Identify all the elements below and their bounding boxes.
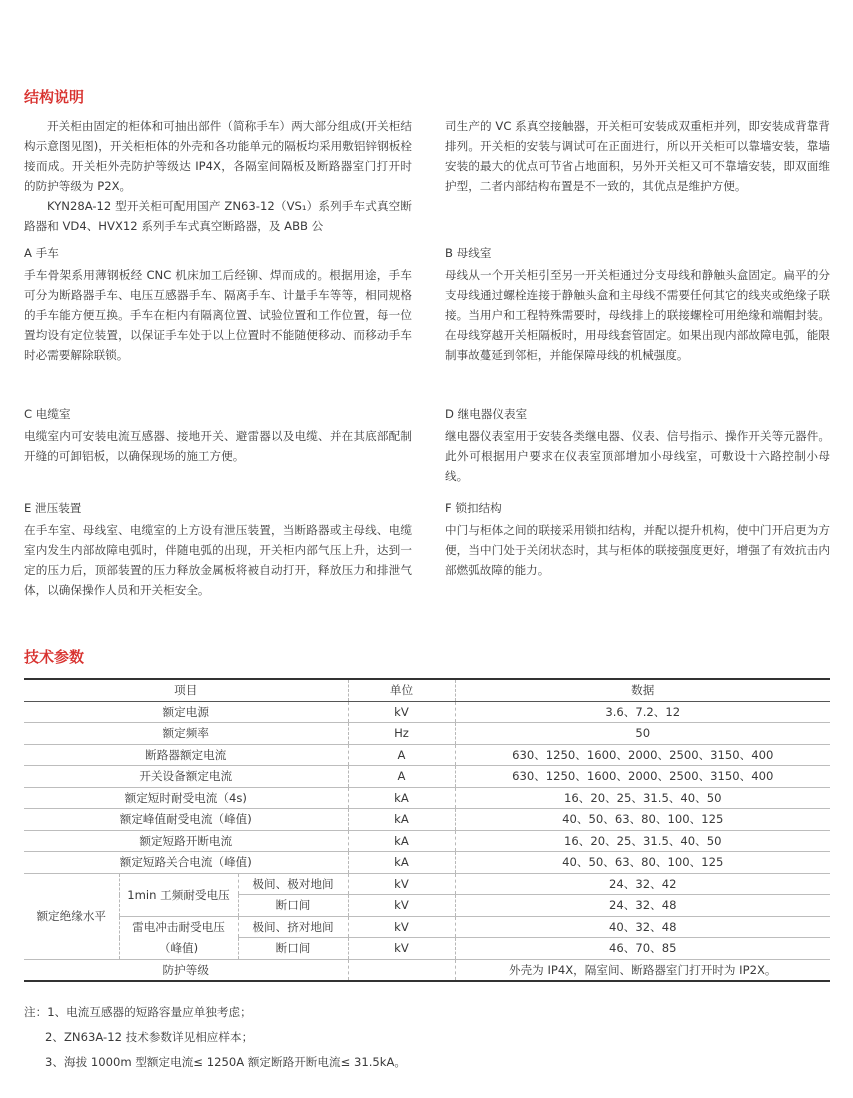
row-item: 额定峰值耐受电流（峰值): [24, 809, 348, 831]
section-a: [24, 243, 412, 365]
section-f: [445, 498, 830, 580]
table-row: [24, 701, 830, 723]
row-item: 额定电源: [24, 701, 348, 723]
row-item: 额定短路关合电流（峰值): [24, 852, 348, 874]
row-unit: kA: [348, 852, 455, 874]
row-unit: kA: [348, 787, 455, 809]
header-item: 项目: [24, 679, 348, 701]
note-2: 2、ZN63A-12 技术参数详见相应样本；: [45, 1030, 254, 1044]
row-data: 50: [455, 723, 830, 745]
section-c-body: 电缆室内可安装电流互感器、接地开关、避雷器以及电缆、并在其底部配制开缝的可卸铝板，以确保现场的施工方便。: [24, 429, 412, 463]
section-f-body: 中门与柜体之间的联接采用锁扣结构，并配以提升机构，使中门开启更为方便，当中门处于关闭状态时，其与柜体的联接强度更好，增强了有效抗击内部燃弧故障的能力。: [445, 523, 830, 577]
row-data: 24、32、48: [455, 895, 830, 917]
header-unit: 单位: [348, 679, 455, 701]
section-b-body: 母线从一个开关柜引至另一开关柜通过分支母线和静触头盒固定。扁平的分支母线通过螺栓连接于静触头盒和主母线不需要任何其它的线夹或绝缘子联接。当用户和工程特殊需要时，母线排上的联接螺栓可用绝缘和端帽封装。在母线穿越开关柜隔板时，用母线套管固定。如果出现内部故障电弧，能限制事故蔓延到邻柜，并能保障母线的机械强度。: [445, 268, 830, 362]
table-row: [24, 916, 830, 938]
section-a-body: 手车骨架系用薄钢板经 CNC 机床加工后经铆、焊而成的。根据用途，手车可分为断路器手车、电压互感器手车、隔离手车、计量手车等等，相同规格的手车能方便互换。手车在柜内有隔离位置、试验位置和工作位置，每一位置均设有定位装置，以保证手车处于以上位置时不能随便移动、而移动手车时必需要解除联锁。: [24, 268, 412, 362]
row-item: 额定短路开断电流: [24, 830, 348, 852]
row-unit: A: [348, 744, 455, 766]
section-c-heading: C 电缆室: [24, 407, 71, 421]
power-freq-label: 1min 工频耐受电压: [119, 873, 238, 916]
row-data: 630、1250、1600、2000、2500、3150、400: [455, 744, 830, 766]
insulation-label: 额定绝缘水平: [24, 873, 119, 959]
header-data: 数据: [455, 679, 830, 701]
table-row: [24, 852, 830, 874]
note-3: 3、海拔 1000m 型额定电流≤ 1250A 额定断路开断电流≤ 31.5kA。: [45, 1055, 407, 1069]
table-row: [24, 873, 830, 895]
row-data: 40、32、48: [455, 916, 830, 938]
intro-left: [24, 116, 412, 236]
row-sub: 断口间: [238, 938, 348, 960]
lightning-label-line2: （峰值): [119, 938, 238, 960]
section-c: [24, 404, 412, 466]
table-row: [24, 830, 830, 852]
row-data: 3.6、7.2、12: [455, 701, 830, 723]
section-d: [445, 404, 830, 486]
row-data: 16、20、25、31.5、40、50: [455, 787, 830, 809]
row-data: 外壳为 IP4X，隔室间、断路器室门打开时为 IP2X。: [455, 959, 830, 981]
intro-paragraph-2: KYN28A-12 型开关柜可配用国产 ZN63-12（VS₁）系列手车式真空断路器和 VD4、HVX12 系列手车式真空断路器，及 ABB 公: [24, 199, 412, 233]
row-item: 断路器额定电流: [24, 744, 348, 766]
row-item: 额定短时耐受电流（4s): [24, 787, 348, 809]
row-unit: kV: [348, 701, 455, 723]
table-header-row: [24, 679, 830, 701]
row-unit: kA: [348, 830, 455, 852]
section-f-heading: F 锁扣结构: [445, 501, 502, 515]
row-unit: [348, 959, 455, 981]
spec-table: [24, 678, 830, 982]
section-b-heading: B 母线室: [445, 246, 492, 260]
lightning-label-line1: 雷电冲击耐受电压: [119, 916, 238, 938]
row-sub: 极间、挤对地间: [238, 916, 348, 938]
row-item: 额定频率: [24, 723, 348, 745]
row-data: 630、1250、1600、2000、2500、3150、400: [455, 766, 830, 788]
section-d-body: 继电器仪表室用于安装各类继电器、仪表、信号指示、操作开关等元器件。此外可根据用户要求在仪表室顶部增加小母线室，可敷设十六路控制小母线。: [445, 429, 830, 483]
structure-title: 结构说明: [24, 88, 85, 106]
table-row: [24, 809, 830, 831]
intro-paragraph-1: 开关柜由固定的柜体和可抽出部件（简称手车）两大部分组成(开关柜结构示意图见图)，开关柜柜体的外壳和各功能单元的隔板均采用敷铝锌钢板栓接而成。开关柜外壳防护等级达 IP4X，各隔室间隔板及断路器室门打开时的防护等级为 P2X。: [24, 119, 412, 193]
row-unit: kV: [348, 873, 455, 895]
row-data: 24、32、42: [455, 873, 830, 895]
table-notes: [24, 1000, 406, 1075]
row-sub: 断口间: [238, 895, 348, 917]
section-b: [445, 243, 830, 365]
row-sub: 极间、极对地间: [238, 873, 348, 895]
row-unit: Hz: [348, 723, 455, 745]
row-item: 防护等级: [162, 962, 209, 977]
note-1: 注：1、电流互感器的短路容量应单独考虑；: [24, 1005, 252, 1019]
row-unit: kA: [348, 809, 455, 831]
row-item: 开关设备额定电流: [24, 766, 348, 788]
table-row: [24, 938, 830, 960]
row-unit: A: [348, 766, 455, 788]
section-e-body: 在手车室、母线室、电缆室的上方设有泄压装置，当断路器或主母线、电缆室内发生内部故障电弧时，伴随电弧的出现，开关柜内部气压上升，达到一定的压力后，顶部装置的压力释放金属板将被自动打开，释放压力和排泄气体，以确保操作人员和开关柜安全。: [24, 523, 412, 597]
section-e: [24, 498, 412, 600]
intro-right: [445, 116, 830, 196]
intro-paragraph-3: 司生产的 VC 系真空接触器，开关柜可安装成双重柜并列，即安装成背靠背排列。开关柜的安装与调试可在正面进行，所以开关柜可以靠墙安装，靠墙安装的最大的优点可节省占地面积，另外开关柜又可不靠墙安装，即双面维护型，二者内部结构布置是不一致的，其优点是维护方便。: [445, 119, 830, 193]
row-unit: kV: [348, 916, 455, 938]
section-e-heading: E 泄压装置: [24, 501, 82, 515]
tech-title: 技术参数: [24, 648, 85, 666]
table-row: [24, 959, 830, 981]
row-unit: kV: [348, 895, 455, 917]
table-row: [24, 723, 830, 745]
row-unit: kV: [348, 938, 455, 960]
section-d-heading: D 继电器仪表室: [445, 407, 528, 421]
row-data: 46、70、85: [455, 938, 830, 960]
row-data: 40、50、63、80、100、125: [455, 852, 830, 874]
table-row: [24, 766, 830, 788]
section-a-heading: A 手车: [24, 246, 59, 260]
row-data: 16、20、25、31.5、40、50: [455, 830, 830, 852]
table-row: [24, 744, 830, 766]
table-row: [24, 787, 830, 809]
row-data: 40、50、63、80、100、125: [455, 809, 830, 831]
